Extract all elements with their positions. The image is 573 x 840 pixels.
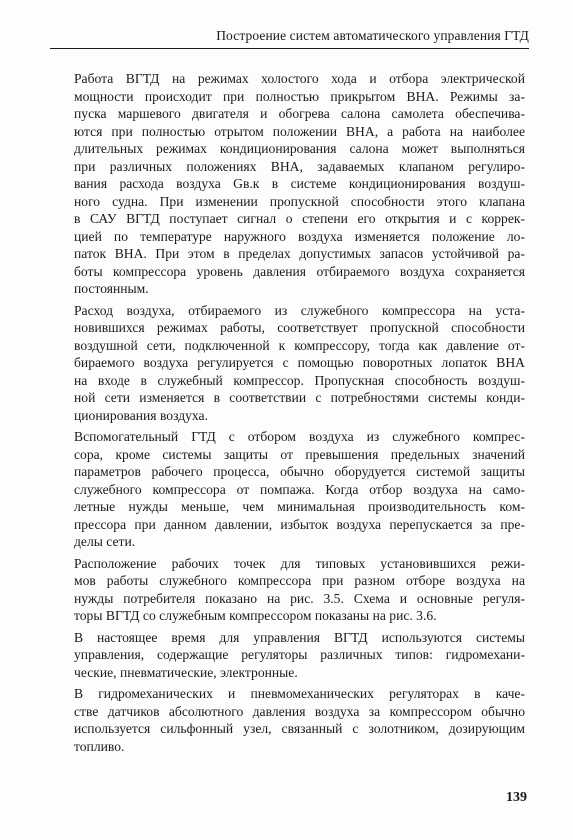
text-line: ной сети изменяется в соответствии с потребностями системы конди- <box>74 390 525 405</box>
text-line: мов работы служебного компрессора при разном отборе воздуха на <box>74 573 525 588</box>
text-line: управления, содержащие регуляторы различных типов: гидромехани- <box>74 647 525 662</box>
running-header <box>50 24 529 49</box>
text-line: ются при полностью отрытом положении ВНА, а работа на наиболее <box>74 123 525 139</box>
paragraph <box>62 302 525 425</box>
text-line: параметров рабочего процесса, обычно оборудуется системой защиты <box>74 464 525 479</box>
text-line: при различных положениях ВНА, задаваемых клапаном регулиро- <box>74 158 525 174</box>
text-line: делы сети. <box>74 534 136 549</box>
page-number: 139 <box>506 790 527 805</box>
text-line: В гидромеханических и пневмомеханических регуляторах в каче- <box>74 686 525 701</box>
text-line: стве датчиков абсолютного давления воздуха за компрессором обычно <box>74 703 525 719</box>
text-line: в САУ ВГТД поступает сигнал о степени его открытия и с коррек- <box>74 211 525 226</box>
text-line: длительных режимах кондиционирования салона может выполняться <box>74 141 525 156</box>
text-line: воздушной сети, подключенной к компрессору, тогда как давление от- <box>74 337 525 353</box>
text-line: пуска маршевого двигателя и обогрева салона самолета обеспечива- <box>74 106 525 121</box>
paragraph <box>62 555 525 625</box>
text-line: В настоящее время для управления ВГТД используются системы <box>74 629 525 645</box>
text-line: используется сильфонный узел, связанный с золотником, дозирующим <box>74 721 525 736</box>
text-line: мощности происходит при полностью прикрытом ВНА. Режимы за- <box>74 88 525 104</box>
text-line: сора, кроме системы защиты от превышения предельных значений <box>74 446 525 462</box>
body-text <box>62 70 525 759</box>
text-line: на входе в служебный компрессор. Пропускная способность воздуш- <box>74 372 525 388</box>
paragraph <box>62 70 525 298</box>
text-line: прессора при данном давлении, избыток воздуха перепускается за пре- <box>74 516 525 532</box>
text-line: ческие, пневматические, электронные. <box>74 664 298 680</box>
text-line: ного судна. При изменении пропускной способности этого клапана <box>74 193 525 209</box>
text-line: Работа ВГТД на режимах холостого хода и отбора электрической <box>74 71 525 86</box>
paragraph <box>62 629 525 682</box>
text-line: постоянным. <box>74 281 149 296</box>
text-line: вания расхода воздуха Gв.к в системе кондиционирования воздуш- <box>74 176 525 191</box>
text-line: новившихся режимах работы, соответствует пропускной способности <box>74 320 525 335</box>
text-line: летные нужды меньше, чем минимальная производительность ком- <box>74 499 525 514</box>
running-header-title: Построение систем автоматического управления ГТД <box>216 28 529 43</box>
text-line: ционирования воздуха. <box>74 407 208 423</box>
text-line: топливо. <box>74 738 125 754</box>
text-line: торы ВГТД со служебным компрессором показаны на рис. 3.6. <box>74 608 437 623</box>
text-line: боты компрессора уровень давления отбираемого воздуха сохраняется <box>74 263 525 279</box>
text-line: паток ВНА. При этом в пределах допустимых запасов устойчивой ра- <box>74 246 525 261</box>
text-line: Вспомогательный ГТД с отбором воздуха из служебного компрес- <box>74 429 525 444</box>
paragraph <box>62 685 525 755</box>
text-line: бираемого воздуха регулируется с помощью поворотных лопаток ВНА <box>74 355 525 370</box>
text-line: нужды потребителя показано на рис. 3.5. Схема и основные регуля- <box>74 590 525 606</box>
text-line: цией по температуре наружного воздуха изменяется положение ло- <box>74 228 525 244</box>
text-line: служебного компрессора от помпажа. Когда отбор воздуха на само- <box>74 481 525 497</box>
paragraph <box>62 428 525 551</box>
text-line: Расход воздуха, отбираемого из служебного компрессора на уста- <box>74 302 525 318</box>
text-line: Расположение рабочих точек для типовых установившихся режи- <box>74 555 525 571</box>
